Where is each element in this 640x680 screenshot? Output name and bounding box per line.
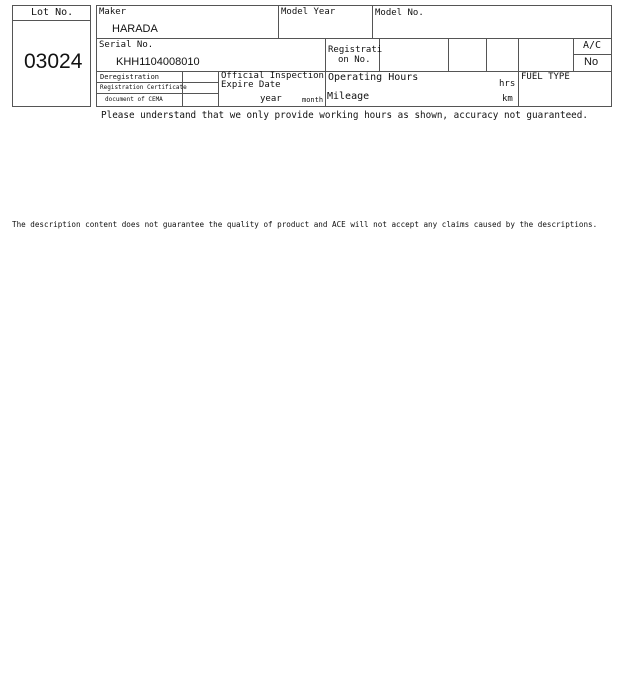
row-divider-ac <box>573 54 612 55</box>
row-divider-1 <box>96 38 612 39</box>
model-no-label: Model No. <box>375 8 424 18</box>
row-divider-dereg-1 <box>96 82 218 83</box>
inspection-label-line2: Expire Date <box>221 80 281 90</box>
serial-value: KHH1104008010 <box>116 56 200 68</box>
mileage-unit: km <box>502 94 513 104</box>
col-divider-reg-1 <box>379 38 380 72</box>
inspection-month-label: month <box>302 96 324 104</box>
operating-hours-unit: hrs <box>499 79 516 89</box>
col-divider-serial <box>325 38 326 72</box>
col-divider-hours <box>325 71 326 107</box>
mileage-label: Mileage <box>327 91 370 102</box>
maker-value: HARADA <box>112 23 158 35</box>
description-disclaimer: The description content does not guarantee the quality of product and ACE will not accept any claims caused by the descriptions. <box>12 220 598 229</box>
inspection-label-line1: Official Inspection <box>221 71 324 81</box>
col-divider-reg-3 <box>486 38 487 72</box>
maker-label: Maker <box>99 7 127 17</box>
ac-label: A/C <box>583 40 602 51</box>
lot-number: 03024 <box>24 50 83 73</box>
registration-label-line1: Registrati <box>328 45 383 55</box>
cema-document-label: document of CEMA <box>105 96 163 103</box>
fuel-type-label: FUEL TYPE <box>521 72 570 82</box>
working-hours-note: Please understand that we only provide working hours as shown, accuracy not guaranteed. <box>101 110 588 121</box>
registration-label-line2: on No. <box>338 55 371 65</box>
deregistration-label: Deregistration <box>100 73 160 81</box>
registration-certificate-label: Registration Certificate <box>100 84 187 91</box>
lot-divider <box>12 20 91 21</box>
row-divider-dereg-2 <box>96 93 218 94</box>
inspection-year-label: year <box>260 94 282 104</box>
col-divider-model <box>372 5 373 38</box>
col-divider-year <box>278 5 279 38</box>
col-divider-reg-2 <box>448 38 449 72</box>
col-divider-inspection <box>218 71 219 107</box>
col-divider-fuel <box>518 71 519 107</box>
ac-value: No <box>584 56 599 68</box>
col-divider-ac <box>573 38 574 72</box>
model-year-label: Model Year <box>281 7 336 17</box>
lot-label: Lot No. <box>31 7 74 18</box>
col-divider-reg-4 <box>518 38 519 72</box>
serial-label: Serial No. <box>99 40 154 50</box>
operating-hours-label: Operating Hours <box>328 72 419 83</box>
